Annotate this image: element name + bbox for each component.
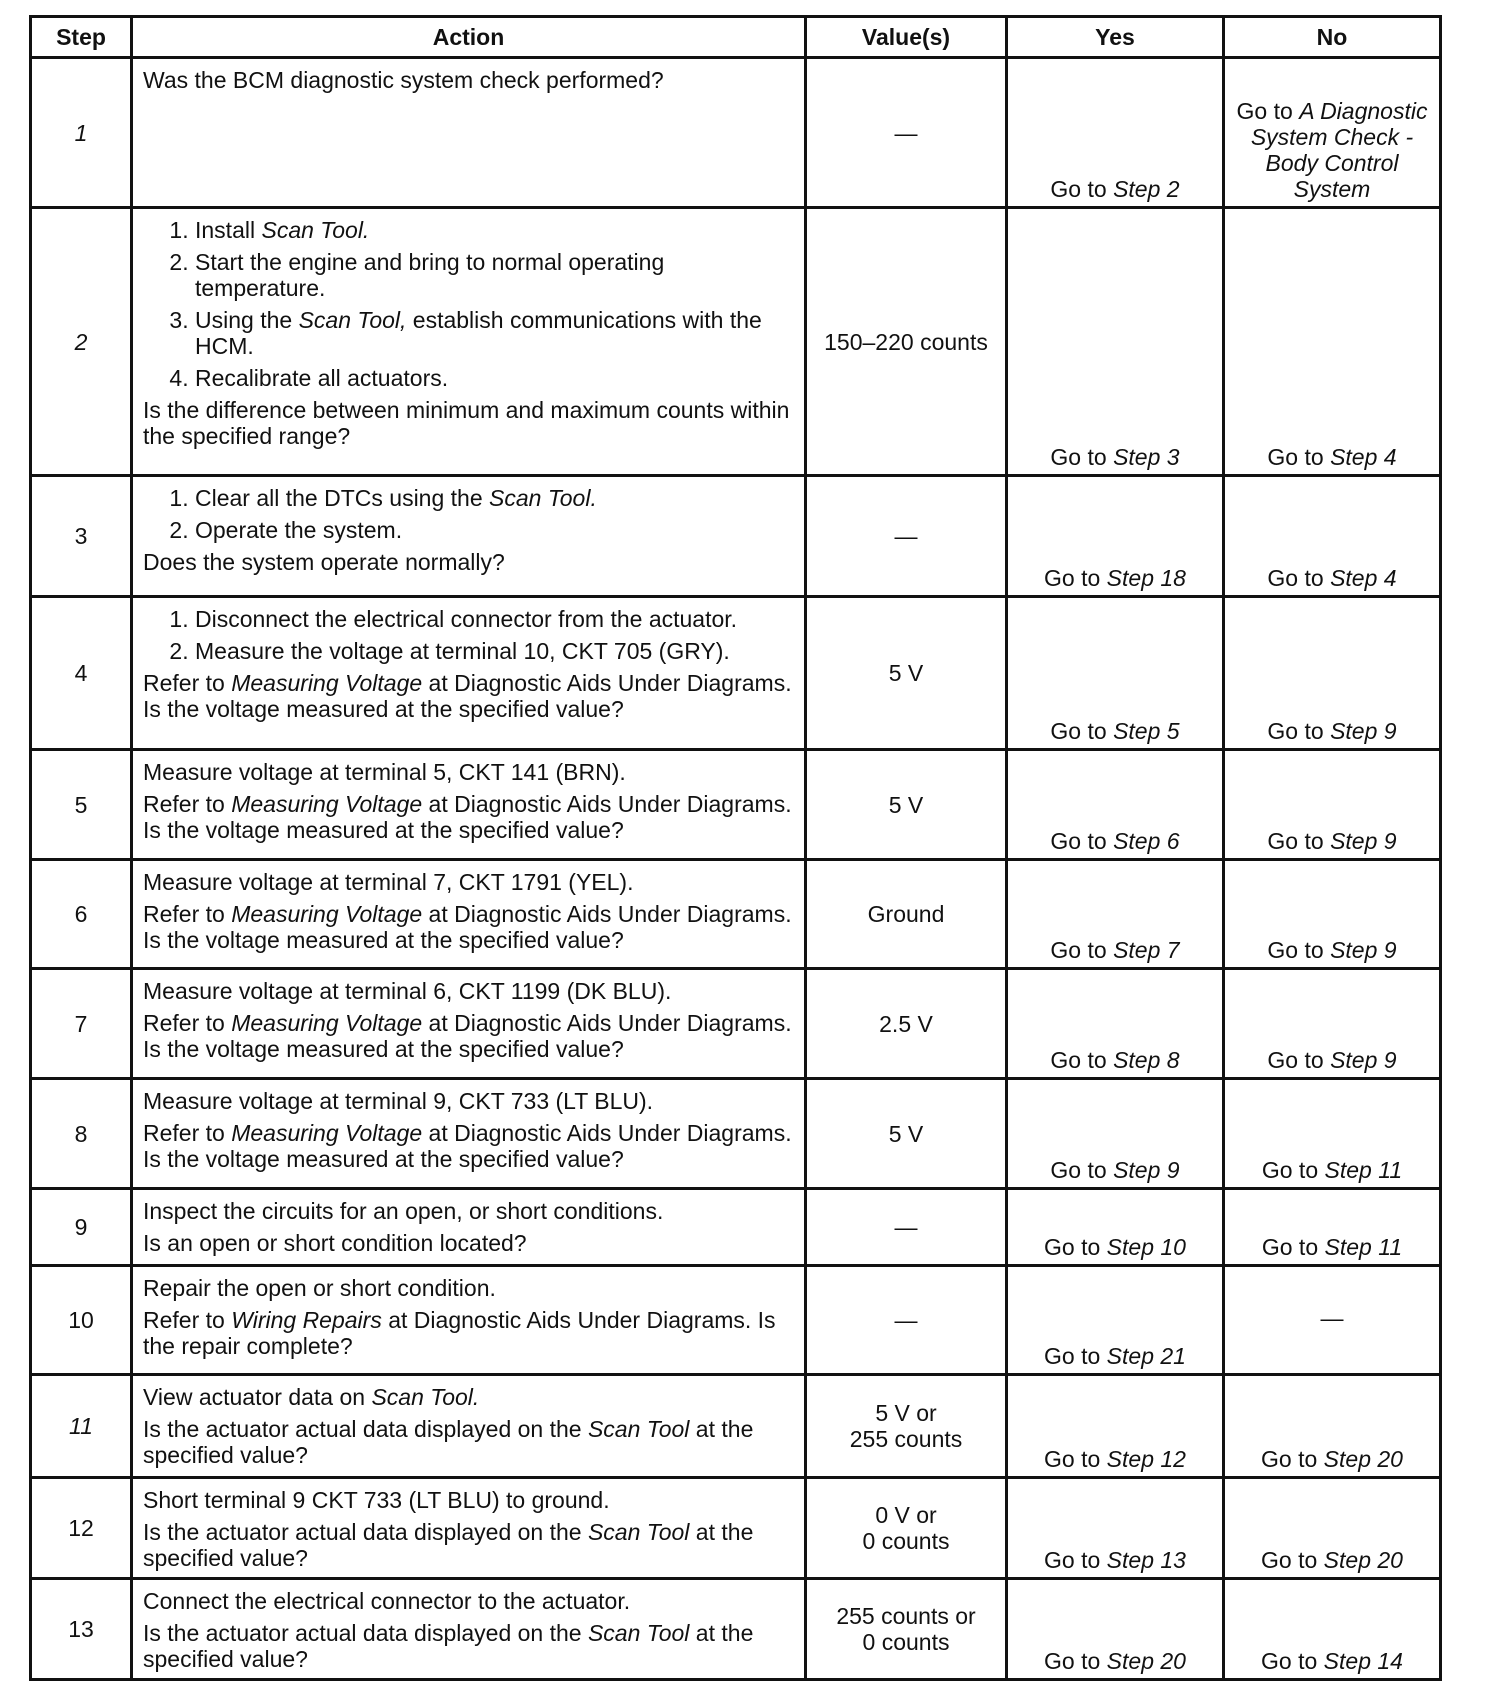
text: Go to <box>1044 1547 1107 1573</box>
italic-text: Step <box>1330 828 1378 854</box>
text: Measure the voltage at terminal 10, CKT 705 (GRY). <box>195 638 730 664</box>
italic-text: A Diagnostic System Check - Body Control System <box>1250 98 1428 202</box>
step-number: 10 <box>31 1266 132 1375</box>
italic-text: 11 <box>1371 1234 1403 1260</box>
step-number: 6 <box>31 860 132 969</box>
table-row <box>31 1478 1441 1579</box>
table-row <box>31 208 1441 476</box>
text: Inspect the circuits for an open, or short conditions. <box>143 1198 664 1224</box>
italic-text: Scan Tool <box>587 1416 690 1442</box>
action-text <box>143 549 794 575</box>
italic-text: Step <box>1106 1446 1154 1472</box>
yes-link[interactable] <box>1007 476 1224 597</box>
action-cell <box>132 860 806 969</box>
action-text <box>143 901 794 953</box>
italic-text: 2 <box>1160 176 1180 202</box>
italic-text: Measuring Voltage <box>231 791 423 817</box>
table-row <box>31 750 1441 860</box>
text: Go to <box>1044 1343 1107 1369</box>
italic-text: 20 <box>1371 1547 1403 1573</box>
no-link[interactable] <box>1224 1189 1441 1266</box>
italic-text: Step <box>1113 828 1161 854</box>
text: Using the <box>195 307 299 333</box>
diagnostic-table <box>29 15 1442 1681</box>
action-text <box>143 759 794 785</box>
action-cell <box>132 1189 806 1266</box>
text: Go to <box>1261 1234 1325 1260</box>
value-cell: 5 V or 255 counts <box>806 1375 1007 1478</box>
action-step <box>195 638 794 664</box>
text: Refer to <box>143 1010 232 1036</box>
value-cell: 150–220 counts <box>806 208 1007 476</box>
action-text <box>143 1588 794 1614</box>
italic-text: 9 <box>1377 1047 1397 1073</box>
text: Start the engine and bring to normal operating temperature. <box>195 249 665 301</box>
value-cell: — <box>806 1189 1007 1266</box>
action-cell <box>132 1375 806 1478</box>
italic-text: Step <box>1324 1157 1372 1183</box>
italic-text: 5 <box>1160 718 1180 744</box>
action-cell <box>132 1266 806 1375</box>
action-cell <box>132 1478 806 1579</box>
italic-text: 12 <box>1154 1446 1186 1472</box>
value-cell: 255 counts or 0 counts <box>806 1579 1007 1680</box>
italic-text: 3 <box>1160 444 1180 470</box>
action-text <box>143 670 794 722</box>
step-number: 8 <box>31 1079 132 1189</box>
table-row <box>31 1579 1441 1680</box>
step-number: 12 <box>31 1478 132 1579</box>
italic-text: 21 <box>1154 1343 1186 1369</box>
italic-text: Scan Tool. <box>489 485 597 511</box>
action-step <box>195 485 794 511</box>
italic-text: 7 <box>1160 937 1180 963</box>
step-number: 11 <box>31 1375 132 1478</box>
header-row <box>31 17 1441 58</box>
action-cell <box>132 750 806 860</box>
italic-text: Scan Tool <box>587 1519 690 1545</box>
text: Is the actuator actual data displayed on the <box>143 1620 588 1646</box>
text: Go to <box>1044 565 1107 591</box>
italic-text: Step <box>1113 176 1161 202</box>
action-text <box>143 791 794 843</box>
table-row <box>31 1266 1441 1375</box>
italic-text: Step <box>1323 1648 1371 1674</box>
header-yes: Yes <box>1007 17 1224 58</box>
italic-text: 9 <box>1377 718 1397 744</box>
text: Go to <box>1261 1446 1324 1472</box>
value-cell: 0 V or 0 counts <box>806 1478 1007 1579</box>
italic-text: 4 <box>1377 565 1397 591</box>
action-text <box>143 1010 794 1062</box>
italic-text: Step <box>1330 565 1378 591</box>
text: View actuator data on <box>143 1384 372 1410</box>
text: Go to <box>1050 718 1114 744</box>
value-cell: 5 V <box>806 1079 1007 1189</box>
italic-text: Step <box>1106 1648 1154 1674</box>
action-cell <box>132 1579 806 1680</box>
text: Disconnect the electrical connector from the actuator. <box>195 606 738 632</box>
text: Operate the system. <box>195 517 403 543</box>
italic-text: Step <box>1106 565 1154 591</box>
text: — <box>1320 1305 1344 1331</box>
action-step <box>195 606 794 632</box>
text: Refer to <box>143 791 232 817</box>
italic-text: Wiring Repairs <box>231 1307 382 1333</box>
action-text <box>143 1519 794 1571</box>
italic-text: Step <box>1113 937 1161 963</box>
italic-text: Scan Tool, <box>298 307 407 333</box>
italic-text: Measuring Voltage <box>231 670 423 696</box>
table-row <box>31 597 1441 750</box>
action-cell <box>132 1079 806 1189</box>
italic-text: Step <box>1106 1234 1154 1260</box>
step-number: 3 <box>31 476 132 597</box>
text: Clear all the DTCs using the <box>195 485 490 511</box>
text: Is the difference between minimum and maximum counts within the specified range? <box>143 397 790 449</box>
text: at Diagnostic Aids Under Diagrams. Is the voltage measured at the specified value? <box>143 1010 792 1062</box>
action-step <box>195 249 794 301</box>
yes-link[interactable] <box>1007 1579 1224 1680</box>
action-cell <box>132 208 806 476</box>
italic-text: 14 <box>1371 1648 1403 1674</box>
no-link[interactable] <box>1224 1266 1441 1375</box>
table-row <box>31 476 1441 597</box>
action-step <box>195 217 794 243</box>
italic-text: Scan Tool. <box>261 217 370 243</box>
italic-text: Step <box>1106 1343 1154 1369</box>
value-cell: 5 V <box>806 750 1007 860</box>
text: Short terminal 9 CKT 733 (LT BLU) to ground. <box>143 1487 610 1513</box>
italic-text: Measuring Voltage <box>231 1010 423 1036</box>
italic-text: Step <box>1113 718 1161 744</box>
italic-text: Step <box>1330 718 1378 744</box>
value-cell: 5 V <box>806 597 1007 750</box>
text: Does the system operate normally? <box>143 549 505 575</box>
value-cell: 2.5 V <box>806 969 1007 1079</box>
action-step <box>195 307 794 359</box>
step-number: 1 <box>31 58 132 208</box>
text: Go to <box>1267 937 1331 963</box>
yes-link[interactable] <box>1007 860 1224 969</box>
table-row <box>31 1189 1441 1266</box>
no-link[interactable] <box>1224 476 1441 597</box>
yes-link[interactable] <box>1007 1189 1224 1266</box>
text: Recalibrate all actuators. <box>195 365 449 391</box>
text: Measure voltage at terminal 5, CKT 141 (BRN). <box>143 759 626 785</box>
table-row <box>31 58 1441 208</box>
italic-text: Step <box>1330 444 1378 470</box>
italic-text: Step <box>1323 1547 1371 1573</box>
text: Refer to <box>143 901 232 927</box>
text: Repair the open or short condition. <box>143 1275 496 1301</box>
no-link[interactable] <box>1224 597 1441 750</box>
text: Go to <box>1044 1648 1107 1674</box>
text: Is the actuator actual data displayed on the <box>143 1416 588 1442</box>
text: Go to <box>1050 937 1114 963</box>
text: Go to <box>1267 565 1331 591</box>
text: at the specified value? <box>143 1519 754 1571</box>
text: Measure voltage at terminal 7, CKT 1791 (YEL). <box>143 869 634 895</box>
step-number: 13 <box>31 1579 132 1680</box>
italic-text: 6 <box>1160 828 1180 854</box>
text: at Diagnostic Aids Under Diagrams. Is the repair complete? <box>143 1307 776 1359</box>
text: Go to <box>1044 1446 1107 1472</box>
action-text <box>143 869 794 895</box>
text: Was the BCM diagnostic system check performed? <box>143 67 664 93</box>
italic-text: 20 <box>1371 1446 1403 1472</box>
text: Go to <box>1050 1047 1114 1073</box>
italic-text: 9 <box>1377 828 1397 854</box>
no-link[interactable] <box>1224 208 1441 476</box>
italic-text: Step <box>1106 1547 1154 1573</box>
italic-text: 18 <box>1154 565 1186 591</box>
italic-text: Step <box>1324 1234 1372 1260</box>
action-steps-list <box>143 485 794 543</box>
text: Go to <box>1236 98 1300 124</box>
text: Refer to <box>143 670 232 696</box>
table-row <box>31 1375 1441 1478</box>
italic-text: Measuring Voltage <box>231 901 423 927</box>
value-cell: — <box>806 1266 1007 1375</box>
header-values: Value(s) <box>806 17 1007 58</box>
italic-text: Step <box>1330 1047 1378 1073</box>
text: Go to <box>1050 1157 1114 1183</box>
text: Measure voltage at terminal 9, CKT 733 (LT BLU). <box>143 1088 654 1114</box>
no-link[interactable] <box>1224 1478 1441 1579</box>
italic-text: Measuring Voltage <box>231 1120 423 1146</box>
step-number: 7 <box>31 969 132 1079</box>
yes-link[interactable] <box>1007 750 1224 860</box>
value-cell: Ground <box>806 860 1007 969</box>
text: Go to <box>1267 718 1331 744</box>
italic-text: Scan Tool. <box>371 1384 480 1410</box>
text: at the specified value? <box>143 1416 754 1468</box>
no-link[interactable] <box>1224 1079 1441 1189</box>
text: Go to <box>1261 1648 1324 1674</box>
text: Go to <box>1267 444 1331 470</box>
yes-link[interactable] <box>1007 58 1224 208</box>
action-text <box>143 1088 794 1114</box>
no-link[interactable] <box>1224 58 1441 208</box>
action-step <box>195 517 794 543</box>
italic-text: Step <box>1113 444 1161 470</box>
action-text <box>143 1416 794 1468</box>
step-number: 2 <box>31 208 132 476</box>
italic-text: 4 <box>1377 444 1397 470</box>
italic-text: Step <box>1113 1047 1161 1073</box>
italic-text: 9 <box>1377 937 1397 963</box>
text: Measure voltage at terminal 6, CKT 1199 (DK BLU). <box>143 978 672 1004</box>
text: Is the actuator actual data displayed on the <box>143 1519 588 1545</box>
action-text <box>143 67 794 93</box>
text: Install <box>195 217 262 243</box>
text: Go to <box>1050 828 1114 854</box>
italic-text: Step <box>1323 1446 1371 1472</box>
text: Refer to <box>143 1120 232 1146</box>
action-cell <box>132 476 806 597</box>
yes-link[interactable] <box>1007 1266 1224 1375</box>
text: establish communications with the HCM. <box>195 307 762 359</box>
action-text <box>143 1384 794 1410</box>
text: Is an open or short condition located? <box>143 1230 527 1256</box>
action-text <box>143 1275 794 1301</box>
italic-text: Step <box>1330 937 1378 963</box>
action-text <box>143 1198 794 1224</box>
text: Connect the electrical connector to the actuator. <box>143 1588 631 1614</box>
step-number: 5 <box>31 750 132 860</box>
yes-link[interactable] <box>1007 1079 1224 1189</box>
italic-text: 11 <box>1371 1157 1403 1183</box>
italic-text: Step <box>1113 1157 1161 1183</box>
text: Go to <box>1050 444 1114 470</box>
text: Go to <box>1044 1234 1107 1260</box>
no-link[interactable] <box>1224 1579 1441 1680</box>
value-cell: — <box>806 476 1007 597</box>
text: at Diagnostic Aids Under Diagrams. Is the voltage measured at the specified value? <box>143 670 792 722</box>
text: Refer to <box>143 1307 232 1333</box>
yes-link[interactable] <box>1007 597 1224 750</box>
action-step <box>195 365 794 391</box>
action-text <box>143 1120 794 1172</box>
value-cell: — <box>806 58 1007 208</box>
italic-text: 8 <box>1160 1047 1180 1073</box>
header-step: Step <box>31 17 132 58</box>
italic-text: Scan Tool <box>587 1620 690 1646</box>
italic-text: 9 <box>1160 1157 1180 1183</box>
yes-link[interactable] <box>1007 1375 1224 1478</box>
action-cell <box>132 58 806 208</box>
action-text <box>143 1307 794 1359</box>
header-no: No <box>1224 17 1441 58</box>
italic-text: 13 <box>1154 1547 1186 1573</box>
action-text <box>143 1230 794 1256</box>
action-cell <box>132 969 806 1079</box>
action-cell <box>132 597 806 750</box>
table-row <box>31 860 1441 969</box>
text: at Diagnostic Aids Under Diagrams. Is the voltage measured at the specified value? <box>143 791 792 843</box>
text: Go to <box>1267 828 1331 854</box>
action-text <box>143 1487 794 1513</box>
action-steps-list <box>143 606 794 664</box>
yes-link[interactable] <box>1007 208 1224 476</box>
italic-text: 10 <box>1154 1234 1186 1260</box>
text: Go to <box>1050 176 1114 202</box>
text: at the specified value? <box>143 1620 754 1672</box>
action-steps-list <box>143 217 794 391</box>
table-row <box>31 969 1441 1079</box>
yes-link[interactable] <box>1007 969 1224 1079</box>
action-text <box>143 397 794 449</box>
no-link[interactable] <box>1224 860 1441 969</box>
text: Go to <box>1261 1547 1324 1573</box>
text: Go to <box>1267 1047 1331 1073</box>
italic-text: 20 <box>1154 1648 1186 1674</box>
no-link[interactable] <box>1224 1375 1441 1478</box>
no-link[interactable] <box>1224 969 1441 1079</box>
action-text <box>143 978 794 1004</box>
step-number: 4 <box>31 597 132 750</box>
step-number: 9 <box>31 1189 132 1266</box>
text: at Diagnostic Aids Under Diagrams. Is the voltage measured at the specified value? <box>143 901 792 953</box>
action-text <box>143 1620 794 1672</box>
table-row <box>31 1079 1441 1189</box>
no-link[interactable] <box>1224 750 1441 860</box>
yes-link[interactable] <box>1007 1478 1224 1579</box>
text: Go to <box>1261 1157 1325 1183</box>
header-action: Action <box>132 17 806 58</box>
text: at Diagnostic Aids Under Diagrams. Is the voltage measured at the specified value? <box>143 1120 792 1172</box>
